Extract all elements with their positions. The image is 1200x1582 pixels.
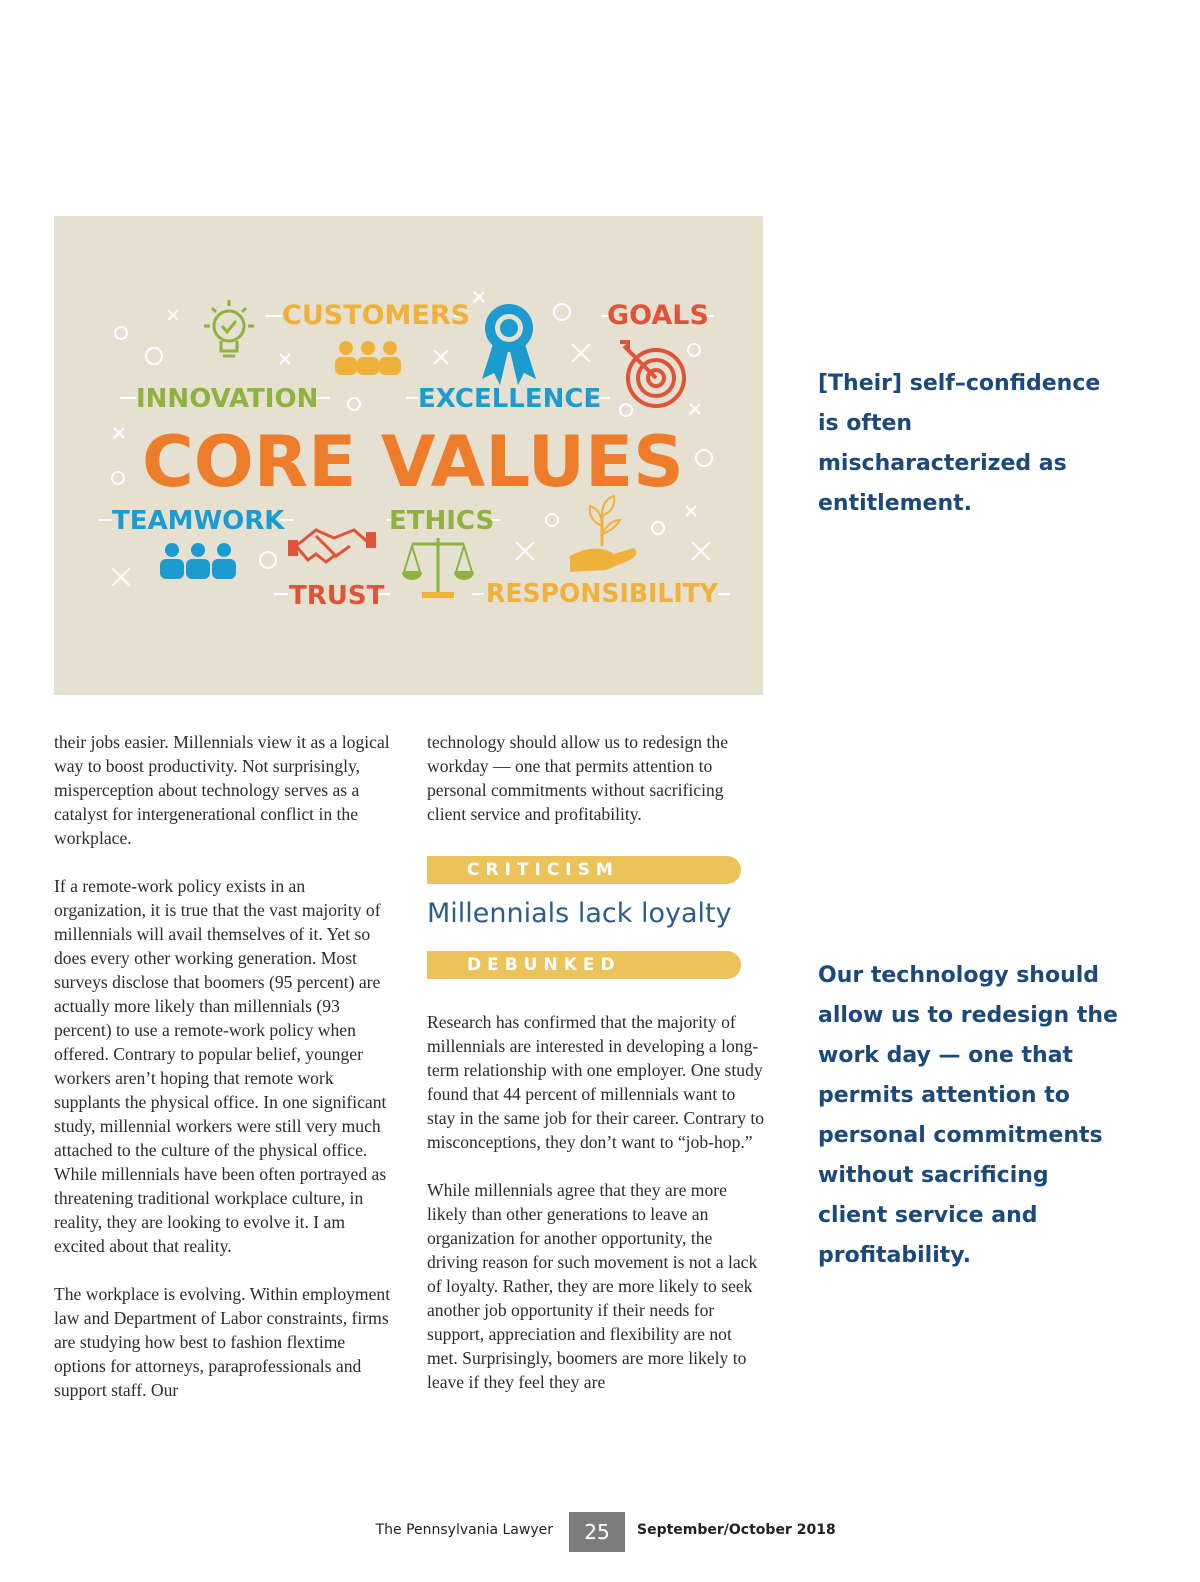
word-trust: TRUST [289, 581, 385, 611]
lightbulb-icon [204, 300, 254, 356]
paragraph: If a remote-work policy exists in an organization, it is true that the vast majority of millennials will avail themselves of it. Yet so does every other working generation. Most surveys disclose that boomers (95 percent) are actually more likely than millennials (93 percent) to use a remote-work policy when offered. Contrary to popular belief, younger workers aren’t hoping that remote work supplants the physical office. In one significant study, millennial workers were still very much attached to the culture of the physical office. While millennials have been often portrayed as threatening traditional workplace culture, in reality, they are looking to evolve it. I am excited about that reality. [54, 876, 387, 1256]
core-values-graphic [54, 216, 763, 695]
word-responsibility: RESPONSIBILITY [486, 579, 720, 609]
plant-hand-icon [570, 496, 636, 572]
paragraph: technology should allow us to redesign the workday — one that permits attention to personal commitments without sacrificing client service and profitability. [427, 732, 729, 824]
teamwork-icon [160, 543, 236, 579]
page-footer [0, 1512, 1200, 1552]
issue-date: September/October 2018 [637, 1522, 836, 1538]
paragraph: The workplace is evolving. Within employment law and Department of Labor constraints, firms are studying how best to fashion flextime options for attorneys, paraprofessionals and support staff. Our [54, 1284, 391, 1400]
paragraph: Research has confirmed that the majority of millennials are interested in developing a long-term relationship with one employer. One study found that 44 percent of millennials want to stay in the same job for their career. Contrary to misconceptions, they don’t want to “job-hop.” [427, 1012, 765, 1152]
article-column-1 [54, 730, 394, 1426]
criticism-label: CRITICISM [427, 856, 741, 884]
paragraph: While millennials agree that they are more likely than other generations to leave an organization for another opportunity, the driving reason for such movement is not a lack of loyalty. Rather, they are more likely to seek another job opportunity if their needs for support, appreciation and flexibility are not met. Surprisingly, boomers are more likely to leave if they feel they are [427, 1180, 758, 1392]
core-values-illustration [54, 216, 763, 695]
headline-core-values: CORE VALUES [142, 421, 684, 503]
word-goals: GOALS [607, 300, 709, 331]
debunked-label: DEBUNKED [427, 951, 741, 979]
target-icon [620, 342, 684, 406]
customers-icon [335, 341, 401, 375]
pull-quote-1: [Their] self–confidence is often mischaracterized as entitlement. [818, 371, 1101, 516]
handshake-icon [288, 530, 376, 562]
paragraph: their jobs easier. Millennials view it as a logical way to boost productivity. Not surprisingly, misperception about technology serves as a catalyst for intergenerational conflict in the workplace. [54, 732, 390, 848]
word-customers: CUSTOMERS [282, 300, 471, 331]
word-innovation: INNOVATION [136, 384, 319, 414]
myth-heading: Millennials lack loyalty [427, 898, 732, 929]
scales-icon [402, 538, 474, 598]
column-2-continued [427, 1010, 767, 1418]
word-excellence: EXCELLENCE [418, 384, 602, 414]
page-number: 25 [569, 1512, 625, 1552]
word-ethics: ETHICS [389, 506, 495, 536]
pull-quote-2: Our technology should allow us to redesign the work day — one that permits attention to personal commitments without sacrificing client service and profitability. [818, 963, 1118, 1268]
award-ribbon-icon [482, 304, 536, 385]
word-teamwork: TEAMWORK [112, 506, 285, 536]
publication-name: The Pennsylvania Lawyer [375, 1522, 553, 1538]
